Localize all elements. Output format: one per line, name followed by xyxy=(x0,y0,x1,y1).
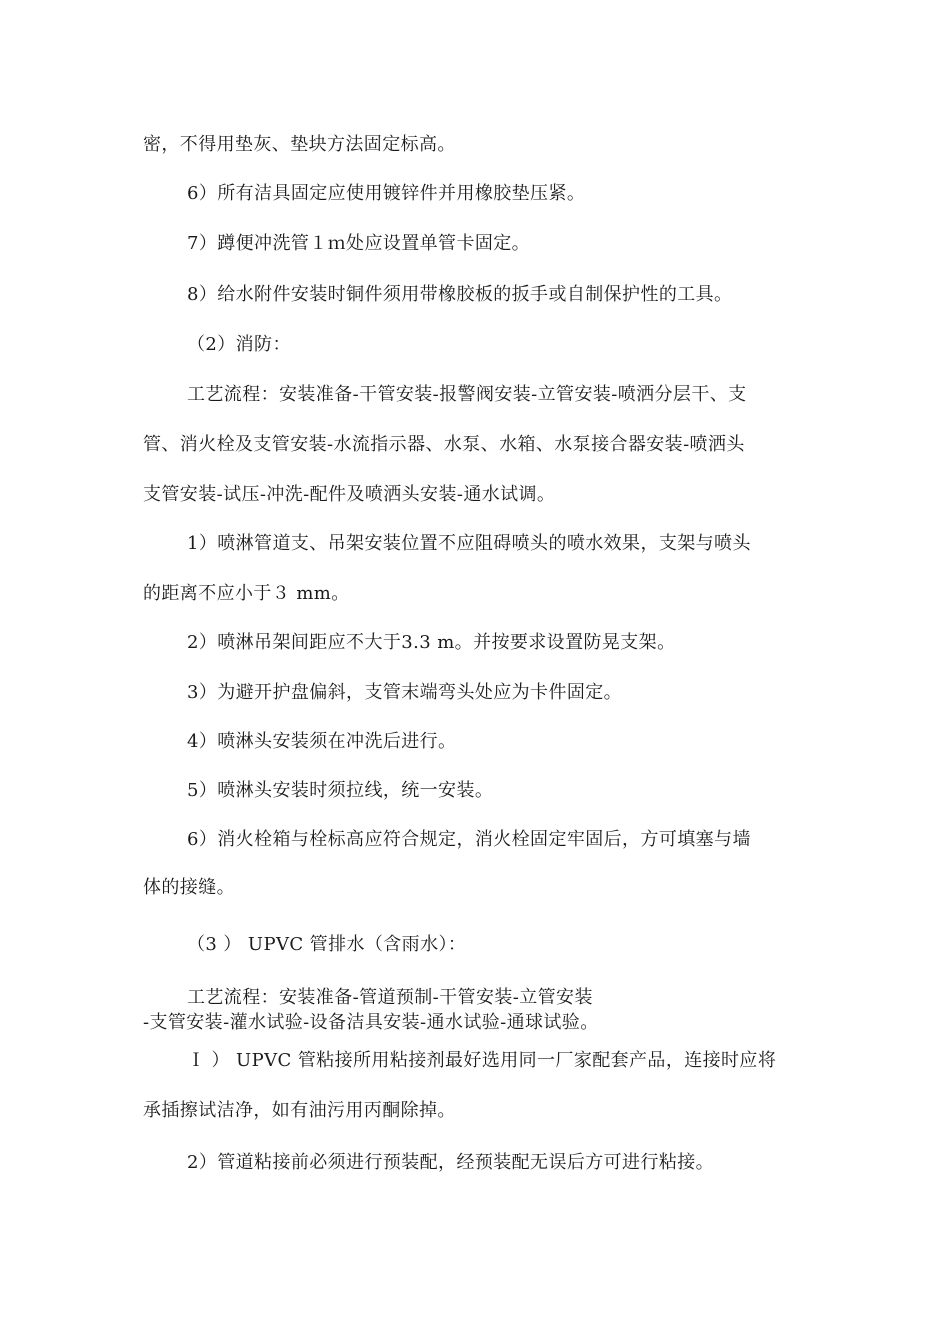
paragraph-line: 6）所有洁具固定应使用镀锌件并用橡胶垫压紧。 xyxy=(187,183,586,204)
paragraph-line: 工艺流程：安装准备-干管安装-报警阀安装-立管安装-喷洒分层干、支 xyxy=(187,384,747,405)
paragraph-line: -支管安装-灌水试验-设备洁具安装-通水试验-通球试验。 xyxy=(143,1012,599,1033)
paragraph-line: 6）消火栓箱与栓标高应符合规定，消火栓固定牢固后，方可填塞与墙 xyxy=(187,829,751,850)
paragraph-line: 密，不得用垫灰、垫块方法固定标高。 xyxy=(143,134,456,155)
section-heading: （2）消防： xyxy=(187,334,291,355)
paragraph-line: 1）喷淋管道支、吊架安装位置不应阻碍喷头的喷水效果，支架与喷头 xyxy=(187,533,751,554)
paragraph-line: 工艺流程：安装准备-管道预制-干管安装-立管安装 xyxy=(187,987,593,1008)
paragraph-line: 7）蹲便冲洗管１ｍ处应设置单管卡固定。 xyxy=(187,233,531,254)
paragraph-line: 5）喷淋头安装时须拉线，统一安装。 xyxy=(187,780,494,801)
paragraph-line: 的距离不应小于３ mm。 xyxy=(143,583,350,604)
paragraph-line: 2）管道粘接前必须进行预装配，经预装配无误后方可进行粘接。 xyxy=(187,1152,715,1173)
paragraph-line: 8）给水附件安装时铜件须用带橡胶板的扳手或自制保护性的工具。 xyxy=(187,284,733,305)
paragraph-line: 支管安装-试压-冲洗-配件及喷洒头安装-通水试调。 xyxy=(143,484,556,505)
paragraph-line: 体的接缝。 xyxy=(143,877,235,898)
paragraph-line: 2）喷淋吊架间距应不大于3.3 m。并按要求设置防晃支架。 xyxy=(187,632,676,653)
paragraph-line: 3）为避开护盘偏斜，支管末端弯头处应为卡件固定。 xyxy=(187,682,623,703)
paragraph-line: 管、消火栓及支管安装-水流指示器、水泵、水箱、水泵接合器安装-喷洒头 xyxy=(143,434,745,455)
paragraph-line: 4）喷淋头安装须在冲洗后进行。 xyxy=(187,731,457,752)
section-heading: （3 ） UPVC 管排水（含雨水）： xyxy=(187,934,467,955)
paragraph-line: 承插擦试洁净，如有油污用丙酮除掉。 xyxy=(143,1100,456,1121)
paragraph-line: Ｉ ） UPVC 管粘接所用粘接剂最好选用同一厂家配套产品，连接时应将 xyxy=(187,1050,777,1071)
